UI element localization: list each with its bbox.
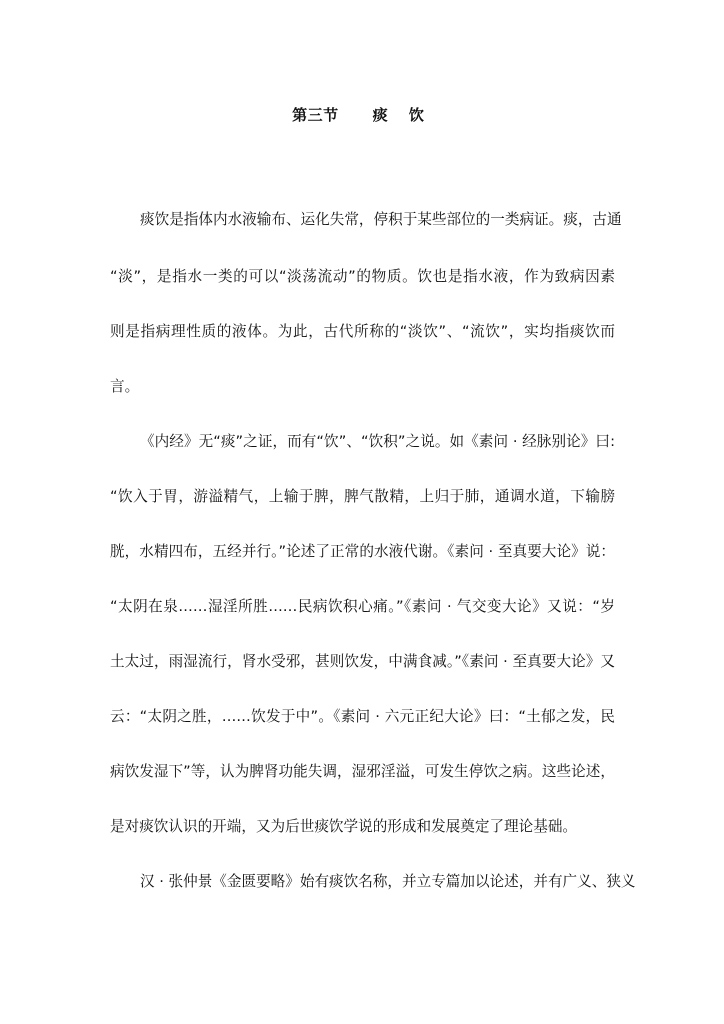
text-line: 痰饮是指体内水液输布、运化失常，停积于某些部位的一类病证。痰，古通: [140, 211, 622, 228]
section-title: [0, 104, 724, 126]
text-line: 《内经》无“痰”之证，而有“饮”、“饮积”之说。如《素问 · 经脉别论》曰:: [140, 433, 615, 450]
text-line: 是对痰饮认识的开端，又为后世痰饮学说的形成和发展奠定了理论基础。: [110, 818, 578, 835]
text-line: “饮入于胃，游溢精气，上输于脾，脾气散精，上归于肺，通调水道，下输膀: [110, 488, 615, 505]
text-line: 汉 · 张仲景《金匮要略》始有痰饮名称，并立专篇加以论述，并有广义、狭义: [140, 873, 636, 890]
text-line: “太阴在泉……湿淫所胜……民病饮积心痛。”《素问 · 气交变大论》又说：“岁: [110, 598, 615, 615]
text-line: 云：“太阴之胜，……饮发于中”。《素问 · 六元正纪大论》曰：“土郁之发，民: [110, 708, 615, 725]
text-line: 胱，水精四布，五经并行。”论述了正常的水液代谢。《素问 · 至真要大论》说：: [110, 543, 615, 560]
text-line: 病饮发湿下”等，认为脾肾功能失调，湿邪淫溢，可发生停饮之病。这些论述，: [110, 763, 615, 780]
text-line: 则是指病理性质的液体。为此，古代所称的“淡饮”、“流饮”，实均指痰饮而: [110, 323, 615, 340]
section-number: 第三节: [292, 106, 339, 124]
section-topic: 痰 饮: [372, 106, 432, 124]
text-line: 言。: [110, 378, 140, 395]
text-line: 土太过，雨湿流行，肾水受邪，甚则饮发，中满食减。”《素问 · 至真要大论》又: [110, 653, 615, 670]
text-line: “淡”，是指水一类的可以“淡荡流动”的物质。饮也是指水液，作为致病因素: [110, 268, 615, 285]
